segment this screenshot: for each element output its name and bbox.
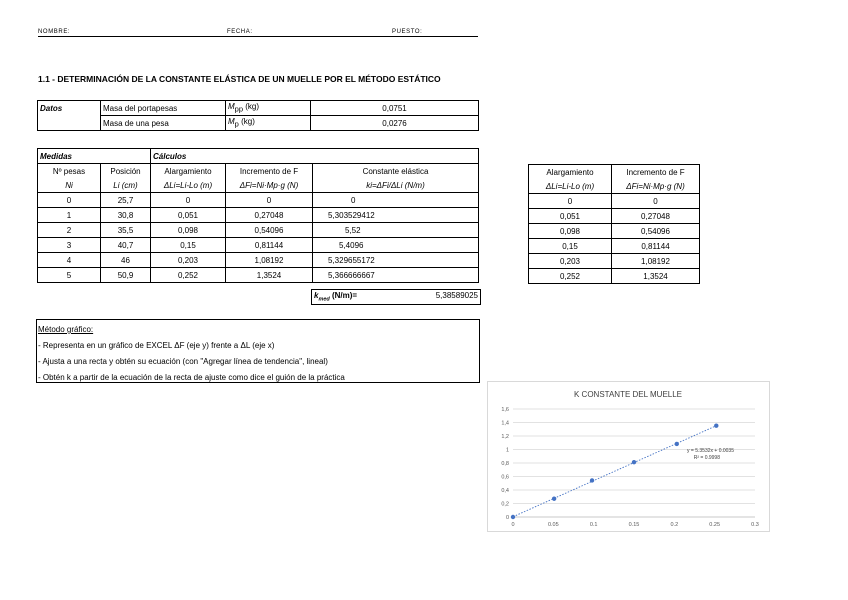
chart-container <box>487 381 770 532</box>
table-row <box>529 254 700 269</box>
kmed-box <box>311 289 481 305</box>
cell: 0 <box>313 193 479 208</box>
cell: 35,5 <box>101 223 151 238</box>
data-point <box>511 515 515 519</box>
x-tick-label: 0 <box>511 522 515 528</box>
cell: 0,051 <box>151 208 226 223</box>
cell: 0,252 <box>151 268 226 283</box>
cell: 2 <box>38 223 101 238</box>
cell: 0 <box>612 194 700 209</box>
chart-title: K CONSTANTE DEL MUELLE <box>573 390 683 399</box>
y-tick-label: 0,2 <box>501 501 509 508</box>
cell: 0,252 <box>529 269 612 284</box>
section-title: 1.1 - DETERMINACIÓN DE LA CONSTANTE ELÁSTICA DE UN MUELLE POR EL MÉTODO ESTÁTICO <box>38 74 441 84</box>
x-tick-label: 0.1 <box>589 522 598 528</box>
table-row <box>38 238 479 253</box>
cell: 5,303529412 <box>313 208 479 223</box>
y-tick-label: 0,8 <box>501 461 509 467</box>
cell: 1,08192 <box>612 254 700 269</box>
cell: 30,8 <box>101 208 151 223</box>
datos-name: Masa del portapesas <box>101 101 226 116</box>
cell: 25,7 <box>101 193 151 208</box>
group-header-row <box>38 149 479 164</box>
datos-value: 0,0276 <box>311 116 479 131</box>
cell: 4 <box>38 253 101 268</box>
cell: 0,81144 <box>612 239 700 254</box>
cell: 0,051 <box>529 209 612 224</box>
col-header: Posición <box>101 164 151 179</box>
col-subheader: Ni <box>38 178 101 193</box>
cell: 0 <box>529 194 612 209</box>
table-row <box>38 193 479 208</box>
cell: 0 <box>38 193 101 208</box>
col-header: Incremento de F <box>612 165 700 180</box>
table-row <box>38 268 479 283</box>
col-subheader: ki=ΔFi/ΔLi (N/m) <box>313 178 479 193</box>
header-underline <box>38 36 478 37</box>
datos-symbol: $M_{pp}$ (kg) <box>226 101 311 116</box>
cell: 0 <box>226 193 313 208</box>
col-header: Alargamiento <box>151 164 226 179</box>
col-header: Nº pesas <box>38 164 101 179</box>
data-point <box>675 442 679 446</box>
nombre-label: NOMBRE: <box>38 29 71 35</box>
cell: 1,3524 <box>226 268 313 283</box>
col-header: Constante elástica <box>313 164 479 179</box>
col-subheader: ΔLi=Li-Lo (m) <box>151 178 226 193</box>
calculos-label: Cálculos <box>151 149 479 164</box>
cell: 1 <box>38 208 101 223</box>
header-row <box>38 164 479 179</box>
datos-row <box>38 101 479 116</box>
cell: 5,52 <box>313 223 479 238</box>
cell: 5,329655172 <box>313 253 479 268</box>
trendline <box>513 426 716 517</box>
datos-name: Masa de una pesa <box>101 116 226 131</box>
cell: 1,08192 <box>226 253 313 268</box>
fecha-label: FECHA: <box>227 29 253 35</box>
cell: 1,3524 <box>612 269 700 284</box>
medidas-label: Medidas <box>38 149 151 164</box>
y-tick-label: 1,2 <box>501 434 509 440</box>
x-tick-label: 0.3 <box>751 522 759 528</box>
subheader-row <box>529 179 700 194</box>
cell: 46 <box>101 253 151 268</box>
y-tick-label: 1,6 <box>501 407 509 413</box>
cell: 0 <box>151 193 226 208</box>
cell: 0,27048 <box>226 208 313 223</box>
datos-row <box>38 116 479 131</box>
subheader-row <box>38 178 479 193</box>
data-point <box>632 460 636 464</box>
cell: 0,54096 <box>226 223 313 238</box>
y-tick-label: 0,4 <box>501 488 509 494</box>
datos-table <box>37 100 479 131</box>
table-row <box>529 239 700 254</box>
col-subheader: ΔFi=Ni·Mp·g (N) <box>226 178 313 193</box>
cell: 0,098 <box>529 224 612 239</box>
cell: 50,9 <box>101 268 151 283</box>
datos-value: 0,0751 <box>311 101 479 116</box>
cell: 0,098 <box>151 223 226 238</box>
x-tick-label: 0.05 <box>547 522 559 528</box>
table-row <box>529 269 700 284</box>
data-point <box>714 424 718 428</box>
table-row <box>529 194 700 209</box>
cell: 0,27048 <box>612 209 700 224</box>
cell: 0,203 <box>529 254 612 269</box>
cell: 0,54096 <box>612 224 700 239</box>
y-tick-label: 0 <box>505 515 509 521</box>
col-header: Alargamiento <box>529 165 612 180</box>
data-point <box>590 478 594 482</box>
y-tick-label: 0,6 <box>501 474 509 481</box>
col-subheader: ΔFi=Ni·Mp·g (N) <box>612 179 700 194</box>
cell: 0,203 <box>151 253 226 268</box>
trendline-r2: R² = 0.9998 <box>693 455 720 461</box>
table-row <box>38 253 479 268</box>
scatter-chart <box>488 382 769 531</box>
y-tick-label: 1,4 <box>501 420 509 427</box>
metodo-line: - Obtén k a partir de la ecuación de la recta de ajuste como dice el guión de la práctica <box>38 373 345 382</box>
cell: 0,15 <box>529 239 612 254</box>
puesto-label: PUESTO: <box>392 29 423 35</box>
header-row <box>529 165 700 180</box>
table-row <box>38 223 479 238</box>
col-header: Incremento de F <box>226 164 313 179</box>
datos-label: Datos <box>38 101 101 116</box>
metodo-line: - Representa en un gráfico de EXCEL ΔF (eje y) frente a ΔL (eje x) <box>38 341 275 350</box>
cell: 40,7 <box>101 238 151 253</box>
side-table <box>528 164 700 284</box>
x-tick-label: 0.15 <box>628 522 640 528</box>
table-row <box>529 209 700 224</box>
datos-symbol: $M_p$ (kg) <box>226 116 311 131</box>
cell: 0,81144 <box>226 238 313 253</box>
x-tick-label: 0.2 <box>670 522 679 528</box>
y-tick-label: 1 <box>505 447 509 454</box>
trendline-equation: y = 5.3532x + 0.0035 <box>687 448 734 454</box>
x-tick-label: 0.25 <box>709 522 721 528</box>
col-subheader: Li (cm) <box>101 178 151 193</box>
metodo-line: - Ajusta a una recta y obtén su ecuación (con "Agregar línea de tendencia", lineal) <box>38 357 328 366</box>
data-point <box>552 497 556 501</box>
cell: 5,4096 <box>313 238 479 253</box>
table-row <box>529 224 700 239</box>
kmed-value: 5,38589025 <box>435 291 478 300</box>
cell: 0,15 <box>151 238 226 253</box>
kmed-label: $k_{med}$ (N/m)= <box>314 291 358 303</box>
table-row <box>38 208 479 223</box>
cell: 5 <box>38 268 101 283</box>
medidas-table <box>37 148 479 283</box>
cell: 3 <box>38 238 101 253</box>
col-subheader: ΔLi=Li-Lo (m) <box>529 179 612 194</box>
cell: 5,366666667 <box>313 268 479 283</box>
metodo-title: Método gráfico: <box>38 325 94 334</box>
